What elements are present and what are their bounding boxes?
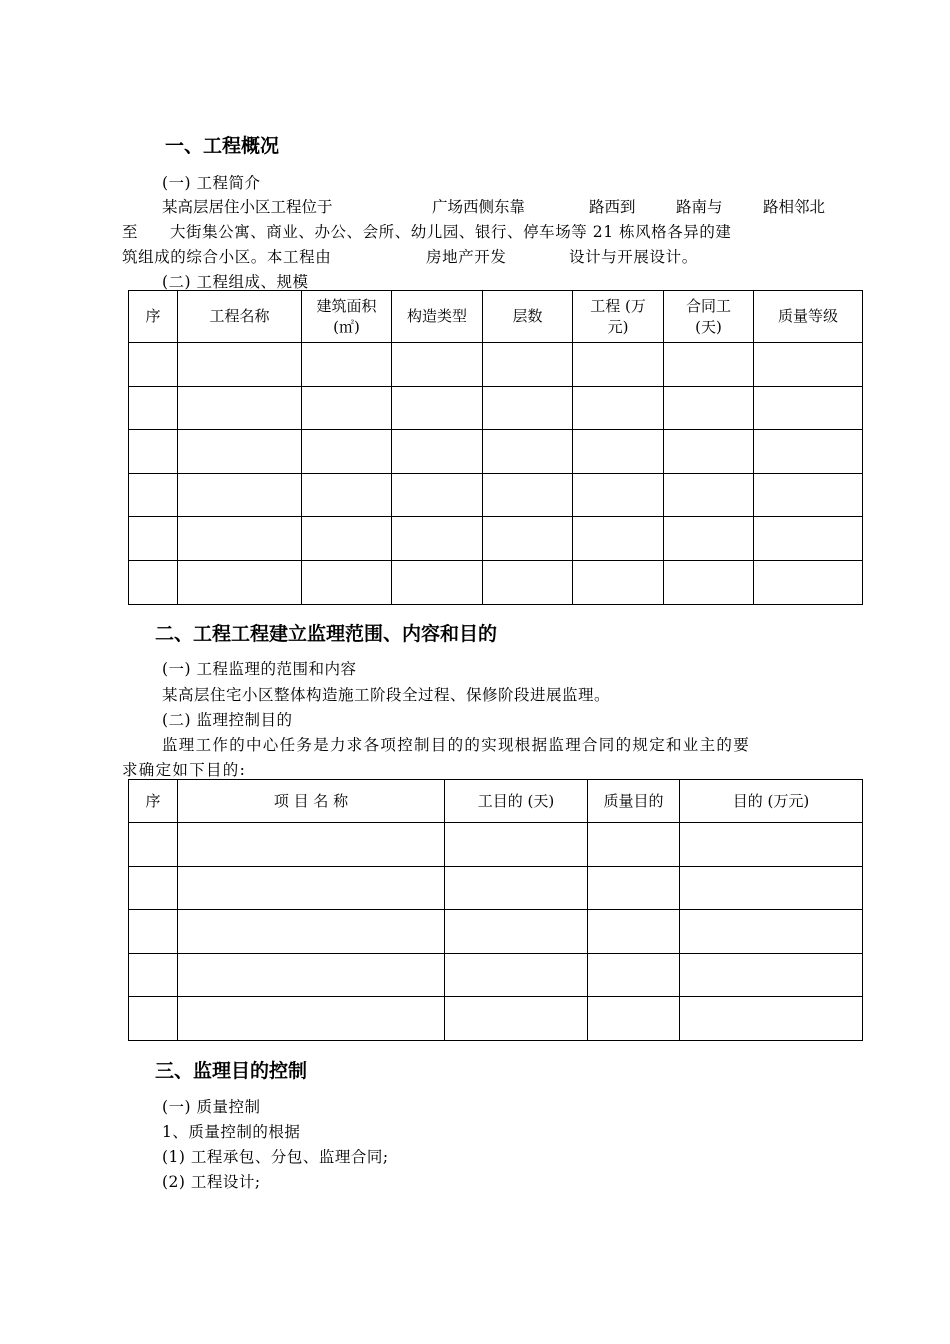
- table-cell: [302, 517, 392, 561]
- section-1-sub-1: (一) 工程简介: [162, 174, 261, 192]
- table-cell: [129, 953, 178, 997]
- table-header-cell: 项 目 名 称: [178, 780, 445, 823]
- table-header-cell: 目的 (万元): [680, 780, 863, 823]
- supervision-objectives-table: [128, 779, 863, 1041]
- table-header-text: 质量等级: [777, 307, 838, 325]
- intro-text: 广场西侧东靠: [432, 198, 526, 216]
- section-2-paragraph-2: 监理工作的中心任务是力求各项控制目的的实现根据监理合同的规定和业主的要: [162, 736, 751, 754]
- table-header-cell: 序: [129, 780, 178, 823]
- table-cell: [664, 386, 754, 430]
- table-cell: [573, 386, 664, 430]
- table-header-cell: [129, 291, 178, 343]
- intro-text: 大街集公寓、商业、办公、会所、幼儿园、银行、停车场等 21 栋风格各异的建: [170, 223, 732, 241]
- table-row: [129, 560, 863, 604]
- table-cell: [573, 473, 664, 517]
- table-cell: [302, 343, 392, 387]
- section-3-item-1-2: (2) 工程设计;: [162, 1173, 261, 1191]
- project-composition-table: [128, 290, 863, 605]
- table-cell: [754, 386, 863, 430]
- table-cell: [129, 343, 178, 387]
- table-cell: [392, 517, 483, 561]
- table-cell: [445, 910, 588, 954]
- table-cell: [664, 473, 754, 517]
- table-row: [129, 953, 863, 997]
- table-cell: [754, 343, 863, 387]
- table-cell: [129, 386, 178, 430]
- table-row: [129, 430, 863, 474]
- table-cell: [178, 823, 445, 867]
- table-header-cell: 质量目的: [588, 780, 680, 823]
- table-header-cell: [483, 291, 573, 343]
- table-cell: [178, 866, 445, 910]
- table-header-text: 元): [607, 317, 629, 336]
- intro-text: 路西到: [589, 198, 636, 216]
- table-cell: [573, 517, 664, 561]
- table-header-row: [129, 291, 863, 343]
- table-cell: [178, 386, 302, 430]
- table-cell: [664, 560, 754, 604]
- intro-text: 路南与: [676, 198, 723, 216]
- table-cell: [392, 560, 483, 604]
- table-cell: [483, 386, 573, 430]
- table-cell: [129, 866, 178, 910]
- table-cell: [178, 343, 302, 387]
- table-header-cell: [664, 291, 754, 343]
- section-1-sub-2: (二) 工程组成、规模: [162, 273, 309, 291]
- table-cell: [392, 386, 483, 430]
- intro-text: 筑组成的综合小区。本工程由: [122, 248, 332, 266]
- table-cell: [129, 473, 178, 517]
- table-cell: [483, 517, 573, 561]
- table-header-text: 合同工: [685, 296, 731, 315]
- table-cell: [588, 866, 680, 910]
- table-cell: [178, 997, 445, 1041]
- section-3-item-1-1: (1) 工程承包、分包、监理合同;: [162, 1148, 389, 1166]
- table-cell: [445, 823, 588, 867]
- intro-text: 房地产开发: [426, 248, 507, 266]
- table-cell: [178, 473, 302, 517]
- table-cell: [754, 560, 863, 604]
- table-cell: [129, 910, 178, 954]
- intro-line-2: [122, 220, 846, 242]
- section-2-sub-1: (一) 工程监理的范围和内容: [162, 660, 357, 678]
- table-cell: [680, 823, 863, 867]
- table-header-text: 工程 (万: [590, 296, 646, 315]
- section-3-heading: 三、监理目的控制: [155, 1060, 308, 1082]
- table-cell: [573, 343, 664, 387]
- table-row: [129, 910, 863, 954]
- table-cell: [178, 910, 445, 954]
- table-cell: [664, 430, 754, 474]
- table-cell: [664, 343, 754, 387]
- table-cell: [129, 517, 178, 561]
- table-row: [129, 386, 863, 430]
- table-cell: [483, 560, 573, 604]
- table-header-cell: [754, 291, 863, 343]
- table-header-text: 构造类型: [406, 307, 467, 325]
- table-header-text: 序: [145, 307, 161, 325]
- table-cell: [445, 953, 588, 997]
- table-cell: [178, 953, 445, 997]
- table-cell: [392, 343, 483, 387]
- section-1-heading: 一、工程概况: [165, 135, 280, 157]
- table-cell: [588, 823, 680, 867]
- table-cell: [680, 866, 863, 910]
- table-header-cell: [573, 291, 664, 343]
- table-cell: [178, 560, 302, 604]
- table-cell: [178, 430, 302, 474]
- section-3-sub-1: (一) 质量控制: [162, 1098, 261, 1116]
- table-cell: [588, 910, 680, 954]
- table-header-cell: 工目的 (天): [445, 780, 588, 823]
- table-cell: [483, 343, 573, 387]
- table-cell: [680, 910, 863, 954]
- table-cell: [680, 953, 863, 997]
- table-cell: [573, 430, 664, 474]
- table-cell: [483, 430, 573, 474]
- table-header-text: (天): [695, 317, 722, 336]
- table-cell: [754, 517, 863, 561]
- table-cell: [129, 560, 178, 604]
- table-header-text: 工程名称: [209, 307, 270, 325]
- intro-text: 路相邻北: [763, 198, 826, 216]
- intro-text: 至: [122, 223, 138, 241]
- table-cell: [483, 473, 573, 517]
- table-cell: [588, 997, 680, 1041]
- intro-text: 某高层居住小区工程位于: [162, 198, 333, 216]
- table-cell: [302, 560, 392, 604]
- table-row: [129, 517, 863, 561]
- table-cell: [302, 473, 392, 517]
- table-header-text: (㎡): [333, 317, 360, 336]
- table-row: [129, 343, 863, 387]
- table-header-text: 层数: [512, 307, 543, 325]
- table-cell: [129, 823, 178, 867]
- table-cell: [573, 560, 664, 604]
- section-2-paragraph-2-cont: 求确定如下目的:: [122, 761, 247, 779]
- section-2-paragraph-1: 某高层住宅小区整体构造施工阶段全过程、保修阶段进展监理。: [162, 686, 611, 704]
- table-cell: [129, 997, 178, 1041]
- section-2-heading: 二、工程工程建立监理范围、内容和目的: [155, 623, 498, 645]
- table-row: [129, 473, 863, 517]
- intro-line-3: [122, 245, 846, 267]
- table-cell: [588, 953, 680, 997]
- table-cell: [302, 386, 392, 430]
- table-row: [129, 823, 863, 867]
- table-row: [129, 866, 863, 910]
- intro-line-1: [122, 195, 846, 217]
- table-cell: [392, 430, 483, 474]
- table-cell: [302, 430, 392, 474]
- table-cell: [754, 430, 863, 474]
- table-header-row: [129, 780, 863, 823]
- section-2-sub-2: (二) 监理控制目的: [162, 711, 293, 729]
- table-cell: [445, 866, 588, 910]
- intro-text: 设计与开展设计。: [569, 248, 698, 266]
- table-cell: [445, 997, 588, 1041]
- table-header-text: 建筑面积: [316, 296, 377, 315]
- table-cell: [129, 430, 178, 474]
- section-3-item-1: 1、质量控制的根据: [162, 1123, 301, 1141]
- table-header-cell: [302, 291, 392, 343]
- table-cell: [754, 473, 863, 517]
- table-row: [129, 997, 863, 1041]
- table-cell: [680, 997, 863, 1041]
- table-cell: [178, 517, 302, 561]
- table-header-cell: [178, 291, 302, 343]
- table-cell: [664, 517, 754, 561]
- table-header-cell: [392, 291, 483, 343]
- table-cell: [392, 473, 483, 517]
